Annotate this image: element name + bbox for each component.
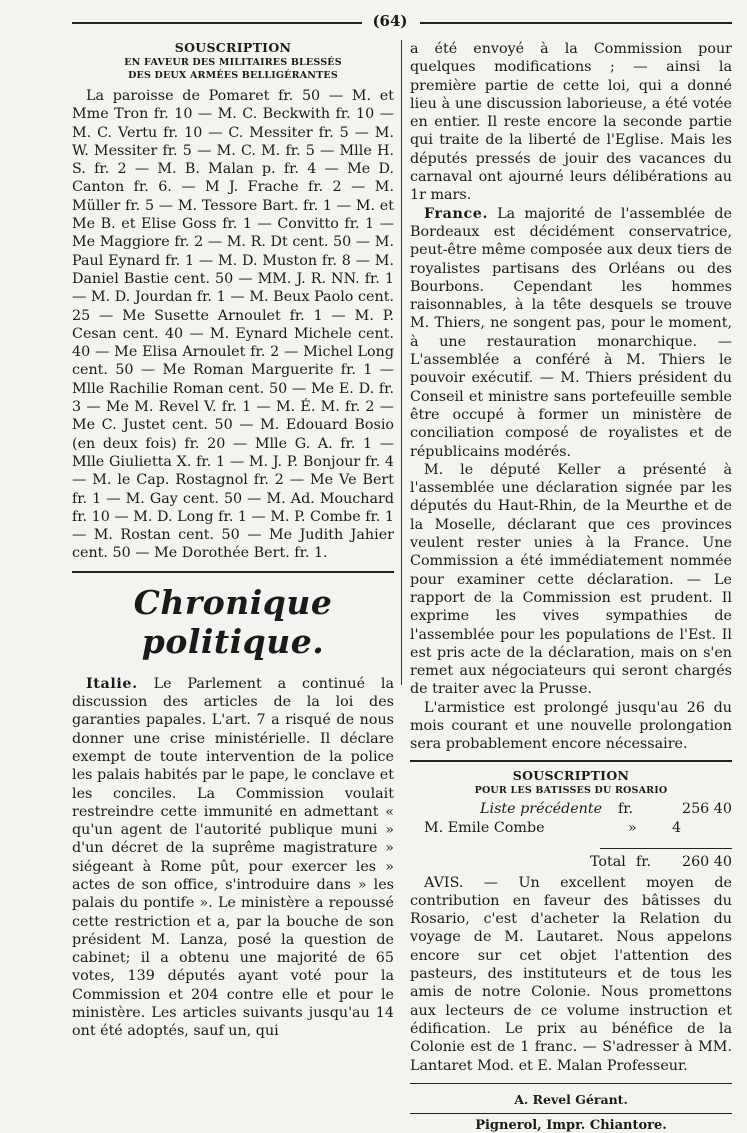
row-amount: 256 40 — [681, 800, 732, 817]
subscription2-subtitle: POUR LES BATISSES DU ROSARIO — [474, 784, 668, 796]
france-paragraph — [410, 205, 732, 461]
armistice-paragraph: L'armistice est prolongé jusqu'au 26 du mois courant et une nouvelle prolongation sera probablement encore nécessaire. — [410, 699, 732, 753]
total-label: Total — [590, 853, 626, 870]
subscription-subtitle-2: DES DEUX ARMÉES BELLIGÉRANTES — [128, 70, 338, 81]
column-divider — [401, 40, 402, 685]
total-rule — [600, 848, 732, 849]
total-row — [410, 853, 732, 872]
subscription2-title: SOUSCRIPTION — [512, 767, 630, 783]
row-unit: fr. — [618, 800, 634, 817]
header-rule-left — [72, 22, 362, 24]
footer-divider-2 — [410, 1113, 732, 1114]
row-label: Liste précédente — [480, 800, 603, 817]
gerant-signature: A. Revel Gérant. — [514, 1091, 628, 1107]
total-table — [410, 853, 732, 872]
keller-paragraph: M. le député Keller a présenté à l'assemblée une déclaration signée par les députés du Haut-Rhin, de la Meurthe et de la Moselle, déclarant que ces provinces veulent rester unies à la France. Une Commission a été immédiatement nommée pour examiner cette déclaration. — Le rapport de la Commission est prudent. Il exprime les vives sympathies de l'assemblée pour les populations de l'Est. Il est pris acte de la déclaration, mais on s'en remet aux négociateurs qui seront chargés de traiter avec la Prusse. — [410, 461, 732, 698]
section-divider-right — [410, 760, 732, 762]
total-unit: fr. — [636, 853, 652, 870]
total-amount: 260 40 — [681, 853, 732, 870]
france-text: La majorité de l'assemblée de Bordeaux est décidément conservatrice, peut-être même composée aux deux tiers de royalistes partisans des Orléans ou des Bourbons. Cependant les hommes raisonnables, à la tête desquels se trouve M. Thiers, ne songent pas, pour le moment, à une restauration monarchique. — L'assemblée a conféré à M. Thiers le pouvoir exécutif. — M. Thiers président du Conseil et ministre sans portefeuille semble être occupé à former un ministère de conciliation composé de royalistes et de républicains modérés. — [410, 205, 732, 460]
chronique-title: Chronique politique. — [133, 582, 333, 661]
table-row — [410, 819, 732, 838]
subscription-list: La paroisse de Pomaret fr. 50 — M. et Mme Tron fr. 10 — M. C. Beckwith fr. 10 — M. C. Vertu fr. 10 — C. Messiter fr. 5 — M. W. Messiter fr. 5 — M. C. M. fr. 5 — Mlle H. S. fr. 2 — M. B. Malan p. fr. 4 — Me D. Canton fr. 6. — M J. Frache fr. 2 — M. Müller fr. 5 — M. Tessore Bart. fr. 1 — M. et Me B. et Elise Goss fr. 1 — Convitto fr. 1 — Me Maggiore fr. 2 — M. R. Dt cent. 50 — M. Paul Eynard fr. 1 — M. D. Muston fr. 8 — M. Daniel Bastie cent. 50 — MM. J. R. NN. fr. 1 — M. D. Jourdan fr. 1 — M. Beux Paolo cent. 25 — Me Susette Arnoulet fr. 1 — M. P. Cesan cent. 40 — M. Eynard Michele cent. 40 — Me Elisa Arnoulet fr. 2 — Michel Long cent. 50 — Me Roman Marguerite fr. 1 — Mlle Rachilie Roman cent. 50 — Me E. D. fr. 3 — Me M. Revel V. fr. 1 — M. É. M. fr. 2 — Me C. Justet cent. 50 — M. Edouard Bosio (en deux fois) fr. 20 — Mlle G. A. fr. 1 — Mlle Giulietta X. fr. 1 — M. J. P. Bonjour fr. 4 — M. le Cap. Rostagnol fr. 2 — Me Ve Bert fr. 1 — M. Gay cent. 50 — M. Ad. Mouchard fr. 10 — M. D. Long fr. 1 — M. P. Combe fr. 1 — M. Rostan cent. 50 — Me Judith Jahier cent. 50 — Me Dorothée Bert. fr. 1. — [72, 88, 394, 562]
subscription-title: SOUSCRIPTION — [174, 40, 292, 55]
subscription2-table — [410, 800, 732, 838]
row-amount: 4 — [672, 819, 682, 836]
section-divider — [72, 571, 394, 573]
row-label: M. Emile Combe — [424, 819, 545, 836]
footer-divider — [410, 1083, 732, 1084]
italie-lead: Italie. — [86, 675, 138, 692]
page-number: (64) — [372, 12, 408, 30]
avis-paragraph: AVIS. — Un excellent moyen de contribution en faveur des bâtisses du Rosario, c'est d'acheter la Relation du voyage de M. Lautaret. Nous appelons encore sur cet objet l'attention des pasteurs, des instituteurs et de tous les amis de notre Colonie. Nous promettons aux lecteurs de ce volume instruction et édification. Le prix au bénéfice de la Colonie est de 1 franc. — S'adresser à MM. Lantaret Mod. et E. Malan Professeur. — [410, 874, 732, 1074]
italie-continuation: a été envoyé à la Commission pour quelques modifications ; — ainsi la première partie de cette loi, qui a donné lieu à une discussion laborieuse, a été votée en entier. Il reste encore la seconde partie qui traite de la liberté de l'Eglise. Mais les députés pressés de jouir des vacances du carnaval ont ajourné leurs délibérations au 1r mars. — [410, 41, 732, 204]
row-unit: » — [628, 819, 637, 836]
france-lead: France. — [424, 205, 489, 222]
header-rule-right — [420, 22, 732, 24]
table-row — [410, 800, 732, 819]
italie-paragraph — [72, 675, 394, 1041]
right-column — [410, 40, 732, 1133]
left-column — [72, 40, 394, 1041]
printer-line: Pignerol, Impr. Chiantore. — [475, 1117, 667, 1133]
italie-text: Le Parlement a continué la discussion des articles de la loi des garanties papales. L'art. 7 a risqué de nous donner une crise ministérielle. Il déclare exempt de toute intervention de la police les palais habités par le pape, le conclave et les conciles. La Commission voulait restreindre cette immunité en admettant « qu'un agent de l'autorité publique muni » d'un décret de la suprême magistrature » siégeant à Rome pût, pour exercer les » actes de son office, s'introduire dans » les palais du pontife ». Le ministère a repoussé cette restriction et a, par la bouche de son président M. Lanza, posé la question de cabinet; il a obtenu une majorité de 65 votes, 139 députés ayant voté pour la Commission et 204 contre elle et pour le ministère. Les articles suivants jusqu'au 14 ont été adoptés, sauf un, qui — [72, 675, 394, 1040]
subscription-subtitle-1: EN FAVEUR DES MILITAIRES BLESSÉS — [124, 57, 342, 68]
